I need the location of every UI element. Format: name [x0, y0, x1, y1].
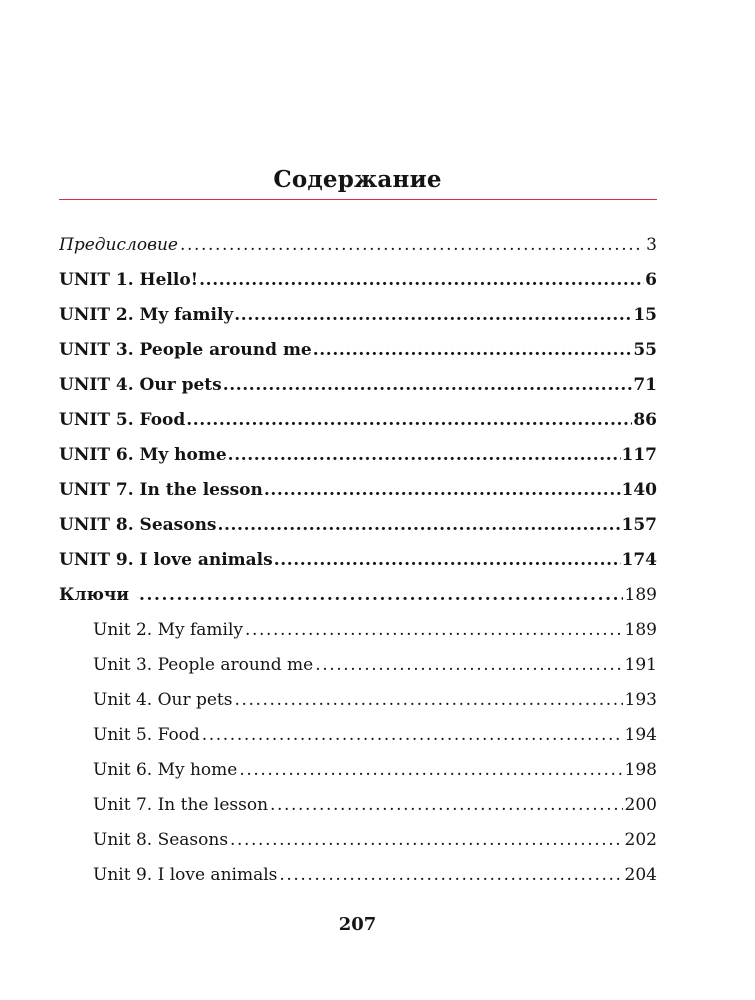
page-number: 207: [338, 914, 377, 935]
toc-entry-page: 174: [621, 550, 657, 570]
dot-leader: [234, 298, 632, 333]
dot-leader: [274, 543, 621, 578]
toc-entry-keys-unit-3[interactable]: [59, 648, 657, 683]
toc-entry-page: 3: [646, 235, 657, 255]
dot-leader: [235, 683, 623, 718]
toc-entry-page: 189: [624, 620, 657, 640]
toc-entry-unit-6[interactable]: [59, 438, 657, 473]
toc-entry-unit-8[interactable]: [59, 508, 657, 543]
toc-entry-keys-unit-7[interactable]: [59, 788, 657, 823]
dot-leader: [245, 613, 623, 648]
toc-entry-label: Предисловие: [59, 235, 178, 255]
table-of-contents: [59, 228, 657, 893]
toc-entry-label: Unit 5. Food: [93, 725, 200, 745]
toc-entry-keys-unit-4[interactable]: [59, 683, 657, 718]
toc-entry-unit-5[interactable]: [59, 403, 657, 438]
dot-leader: [218, 508, 621, 543]
dot-leader: [230, 823, 623, 858]
page-title: Содержание: [273, 166, 442, 193]
toc-entry-label: UNIT 4. Our pets: [59, 375, 222, 395]
toc-entry-keys-unit-8[interactable]: [59, 823, 657, 858]
toc-entry-label: Unit 4. Our pets: [93, 690, 233, 710]
toc-entry-keys-unit-2[interactable]: [59, 613, 657, 648]
toc-entry-label: Unit 8. Seasons: [93, 830, 229, 850]
dot-leader: [264, 473, 621, 508]
toc-entry-page: 157: [621, 515, 657, 535]
toc-entry-page: 200: [624, 795, 657, 815]
toc-entry-keys-unit-9[interactable]: [59, 858, 657, 893]
toc-entry-label: UNIT 2. My family: [59, 305, 234, 325]
dot-leader: [239, 753, 622, 788]
toc-entry-keys-unit-5[interactable]: [59, 718, 657, 753]
toc-entry-unit-1[interactable]: [59, 263, 657, 298]
toc-entry-label: Unit 9. I love animals: [93, 865, 278, 885]
toc-entry-label: UNIT 9. I love animals: [59, 550, 273, 570]
toc-entry-unit-2[interactable]: [59, 298, 657, 333]
toc-entry-label: UNIT 7. In the lesson: [59, 480, 263, 500]
toc-entry-page: 191: [624, 655, 657, 675]
dot-leader: [315, 648, 622, 683]
dot-leader: [223, 368, 633, 403]
toc-entry-keys-unit-6[interactable]: [59, 753, 657, 788]
toc-entry-page: 15: [633, 305, 657, 325]
toc-entry-page: 86: [633, 410, 657, 430]
dot-leader: [139, 578, 623, 613]
toc-entry-page: 55: [633, 340, 657, 360]
toc-entry-keys[interactable]: [59, 578, 657, 613]
toc-entry-page: 71: [633, 375, 657, 395]
toc-entry-label: UNIT 5. Food: [59, 410, 186, 430]
toc-entry-label: Ключи: [59, 585, 129, 605]
toc-entry-label: Unit 6. My home: [93, 760, 238, 780]
dot-leader: [270, 788, 623, 823]
toc-entry-page: 194: [624, 725, 657, 745]
toc-entry-label: UNIT 8. Seasons: [59, 515, 217, 535]
dot-leader: [186, 403, 632, 438]
toc-entry-page: 204: [624, 865, 657, 885]
dot-leader: [199, 263, 644, 298]
toc-entry-page: 193: [624, 690, 657, 710]
dot-leader: [228, 438, 621, 473]
dot-leader: [180, 228, 644, 263]
toc-entry-label: UNIT 6. My home: [59, 445, 227, 465]
toc-entry-page: 6: [645, 270, 657, 290]
toc-entry-label: Unit 3. People around me: [93, 655, 314, 675]
toc-entry-unit-3[interactable]: [59, 333, 657, 368]
toc-entry-label: UNIT 1. Hello!: [59, 270, 199, 290]
toc-entry-unit-4[interactable]: [59, 368, 657, 403]
dot-leader: [279, 858, 622, 893]
toc-entry-page: 189: [624, 585, 657, 605]
toc-entry-unit-7[interactable]: [59, 473, 657, 508]
toc-entry-unit-9[interactable]: [59, 543, 657, 578]
dot-leader: [202, 718, 623, 753]
toc-entry-page: 198: [624, 760, 657, 780]
title-divider: [59, 199, 657, 200]
toc-entry-page: 202: [624, 830, 657, 850]
toc-entry-label: Unit 7. In the lesson: [93, 795, 269, 815]
toc-entry-page: 140: [621, 480, 657, 500]
toc-entry-label: Unit 2. My family: [93, 620, 244, 640]
dot-leader: [313, 333, 633, 368]
toc-entry-preface[interactable]: [59, 228, 657, 263]
toc-entry-label: UNIT 3. People around me: [59, 340, 312, 360]
toc-entry-page: 117: [621, 445, 657, 465]
